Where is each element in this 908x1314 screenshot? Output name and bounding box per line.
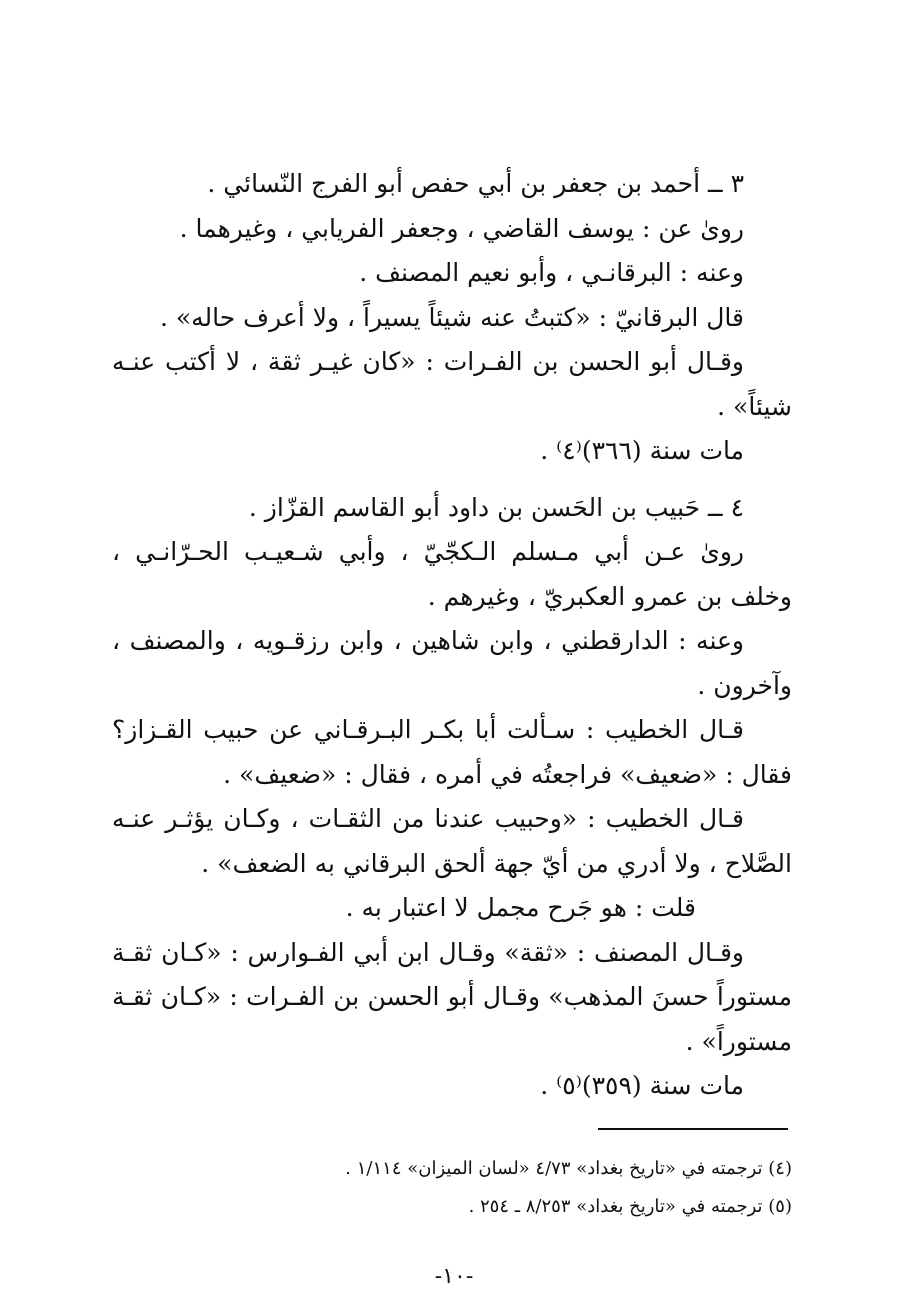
entry-line: روىٰ عن : يوسف القاضي ، وجعفر الفريابي ، وغيرهما .	[179, 213, 744, 243]
footnote-divider	[598, 1128, 788, 1130]
footnote: (٥) ترجمته في «تاريخ بغداد» ٨/٢٥٣ ـ ٢٥٤ .	[468, 1196, 792, 1217]
entry-heading: ٤ ــ حَبيب بن الحَسن بن داود أبو القاسم القزّاز .	[248, 492, 744, 522]
entry-line: مات سنة (٣٦٦)⁽٤⁾ .	[540, 436, 744, 465]
page-number: -١٠-	[434, 1264, 474, 1289]
entry-line: قال البرقانيّ : «كتبتُ عنه شيئاً يسيراً ، ولا أعرف حاله» .	[159, 302, 744, 332]
entry-line: روىٰ عـن أبي مـسلم الـكجّيّ ، وأبي شـعيـب الحـرّانـي ، وخلف بن عمرو العكبريّ ، وغيرهم .	[112, 537, 792, 611]
entry-line: وعنه : الدارقطني ، وابن شاهين ، وابن رزقـويه ، والمصنف ، وآخرون .	[112, 626, 792, 700]
entry-line: وقـال أبو الحسن بن الفـرات : «كان غيـر ثقة ، لا أكتب عنـه شيئاً» .	[112, 347, 792, 421]
entry-line: قـال الخطيب : سـألت أبا بكـر البـرقـاني عن حبيب القـزاز؟ فقال : «ضعيف» فراجعتُه في أمره ، فقال : «ضعيف» .	[112, 715, 792, 789]
entry-line: قلت : هو جَرح مجمل لا اعتبار به .	[345, 893, 696, 922]
entry-line: وقـال المصنف : «ثقة» وقـال ابن أبي الفـوارس : «كـان ثقـة مستوراً حسنَ المذهب» وقـال أبو الحسن بن الفـرات : «كـان ثقـة مستوراً» .	[112, 937, 792, 1056]
entry-heading: ٣ ــ أحمد بن جعفر بن أبي حفص أبو الفرج النّسائي .	[207, 169, 744, 198]
entry-line: مات سنة (٣٥٩)⁽٥⁾ .	[540, 1071, 744, 1100]
main-text	[112, 162, 792, 1109]
entry-line: وعنه : البرقانـي ، وأبو نعيم المصنف .	[359, 258, 744, 287]
footnotes	[112, 1150, 792, 1226]
entry-line: قـال الخطيب : «وحبيب عندنا من الثقـات ، وكـان يؤثـر عنـه الصَّلاح ، ولا أدري من أيّ جهة ألحق البرقاني به الضعف» .	[112, 804, 792, 878]
footnote: (٤) ترجمته في «تاريخ بغداد» ٤/٧٣ «لسان الميزان» ١/١١٤ .	[345, 1158, 792, 1179]
